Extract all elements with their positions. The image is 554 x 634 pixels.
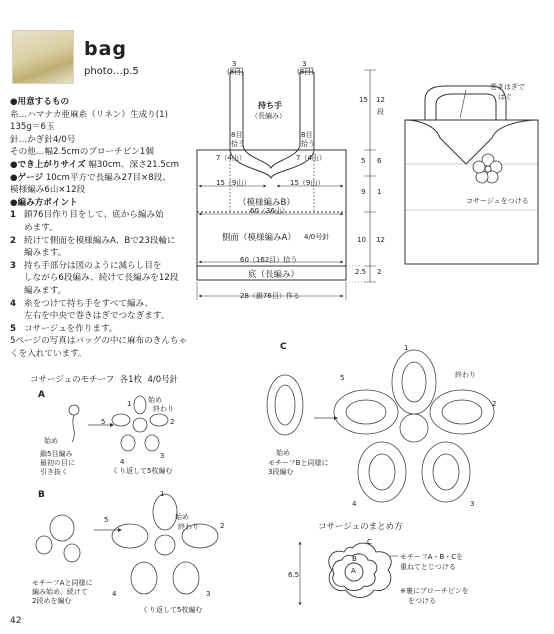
dim-15: 15 — [359, 96, 368, 104]
width-15-left: 15（9山） — [216, 179, 251, 187]
assembly-text-1: モチーフA・B・Cを — [400, 553, 464, 561]
handle-top-right-2: (8目) — [297, 68, 314, 76]
maki-label: 巻きはぎで — [490, 83, 525, 91]
dim-2: 2 — [377, 268, 382, 276]
pick-left-2: 拾う — [231, 140, 245, 148]
step-1: 1 鎖76目作り目をして、底から編み始 めます。 — [10, 210, 164, 233]
corsage-on-bag — [473, 154, 502, 183]
step-3: 3 持ち手部分は図のように減らし目を しながら6段編み、続けて長編みを12段 編みます。 — [10, 260, 179, 296]
handle-top-left-2: (8目) — [227, 68, 244, 76]
motif-b-n5: 5 — [104, 516, 109, 524]
dim-2-5: 2.5 — [355, 268, 367, 276]
assembly-drawing — [300, 543, 398, 604]
materials-line: 135g＝6玉 — [10, 122, 55, 133]
assembly-text-4: をつける — [408, 597, 436, 605]
motif-b-text-3: 2段めを編む — [32, 597, 72, 605]
assembly-text-2: 重ねてとじつける — [400, 563, 456, 571]
motif-b-n4: 4 — [112, 590, 117, 598]
motif-c-n3: 3 — [470, 500, 475, 508]
step-5: 5 コサージュを作ります。 — [10, 323, 118, 334]
dim-12b: 12 — [376, 236, 385, 244]
motif-a-n1: 1 — [127, 400, 132, 408]
motif-c-text-2: モチーフBと同様に — [268, 459, 329, 467]
materials-line: 糸…ハマナカ亜麻糸（リネン）生成り(1) — [10, 109, 168, 120]
points-heading: ●編み方ポイント — [10, 197, 78, 208]
gauge-heading: ●ゲージ — [10, 172, 44, 183]
motif-c-n4: 4 — [352, 500, 357, 508]
dim-5: 5 — [361, 157, 366, 165]
dim-9: 9 — [361, 188, 366, 196]
motif-b-n1: 1 — [160, 490, 165, 498]
materials-heading: ●用意するもの — [10, 97, 70, 107]
pattern-b-label: （模様編みB） — [238, 198, 295, 208]
handle-label: 持ち手 — [258, 101, 282, 110]
motif-a-start: 始め — [44, 437, 58, 445]
motif-b-text-2: 編み始め、続けて — [32, 588, 88, 596]
dim-1: 1 — [377, 188, 382, 196]
handle-top-right: 3 — [302, 60, 307, 68]
motif-a-start-2: 始め — [148, 396, 162, 404]
motif-b-start: 始め — [175, 513, 189, 521]
bag-illustration — [405, 86, 538, 264]
photo-reference: photo…p.5 — [84, 66, 139, 77]
motif-c-letter: C — [280, 342, 287, 352]
motif-c-end: 終わり — [455, 371, 476, 379]
motif-b-letter: B — [38, 490, 45, 500]
materials-line: 針…かぎ針4/0号 — [10, 134, 76, 145]
handle-label-2: （長編み） — [251, 112, 286, 120]
motif-a-chain-3: 引き抜く — [40, 468, 68, 476]
note-line: くを入れています。 — [10, 348, 87, 359]
hagu-label: はぐ — [498, 93, 512, 101]
size-value: 幅30cm、深さ21.5cm — [88, 159, 179, 170]
side-label: 側面（模様編みA） — [222, 233, 296, 243]
materials-line: その他…幅2.5cmのブローチピン1個 — [10, 147, 154, 158]
assembly-height: 6.5 — [288, 571, 300, 579]
assembly-c: C — [367, 538, 372, 546]
motif-a-n4: 4 — [120, 458, 125, 466]
width-15-right: 15（9山） — [290, 179, 325, 187]
motif-a-repeat: くり返して5枚編む — [112, 467, 173, 475]
motif-b-text-1: モチーフAと同様に — [32, 579, 93, 587]
motif-a-chain-1: 鎖5目編み — [40, 450, 73, 458]
step-2: 2 続けて側面を模様編みA、Bで23段輪に 編みます。 — [10, 235, 176, 259]
motif-title: コサージュのモチーフ 各1枚 4/0号針 — [30, 375, 179, 385]
assembly-title: コサージュのまとめ方 — [318, 522, 403, 532]
motif-a-chain-2: 最初の目に — [40, 459, 75, 467]
dim-10: 10 — [357, 236, 366, 244]
gauge-value-2: 模様編み6山×12段 — [10, 185, 86, 196]
width-60-a: 60（36山） — [250, 207, 289, 215]
motif-b-n2: 2 — [220, 522, 225, 530]
dim-12: 12 — [376, 96, 385, 104]
decrease-right: 7（4山） — [296, 154, 326, 162]
corsage-note: コサージュをつける — [466, 197, 529, 205]
motif-b-end: 終わり — [178, 523, 199, 531]
width-28: 28（鎖76目）作る — [240, 292, 300, 300]
motif-a-n2: 2 — [170, 418, 175, 426]
motif-b-repeat: くり返して5枚編む — [142, 606, 203, 614]
motif-a-letter: A — [38, 390, 45, 400]
handle-top-left: 3 — [232, 60, 237, 68]
dim-6: 6 — [377, 157, 382, 165]
pick-left: 8目 — [231, 131, 243, 139]
motif-a-end: 終わり — [153, 405, 174, 413]
motif-b-n3: 3 — [206, 590, 211, 598]
motif-a-n3: 3 — [160, 452, 165, 460]
width-60-b: 60（162目）拾う — [240, 256, 298, 264]
gauge-value: 10cm平方で長編み27目×8段、 — [45, 172, 171, 183]
page-number: 42 — [10, 616, 22, 626]
hook-label: 4/0号針 — [304, 233, 330, 241]
motif-c-text-1: 始め — [276, 449, 290, 457]
pick-right-2: 拾う — [301, 140, 315, 148]
step-4: 4 糸をつけて持ち手をすべて編み、 左右を中央で巻きはぎでつなぎます。 — [10, 298, 170, 322]
size-heading: ●でき上がりサイズ — [10, 159, 86, 170]
note-line: 5ページの写真はバッグの中に麻布のきんちゃ — [10, 336, 188, 347]
motif-c-n1: 1 — [404, 344, 409, 352]
motif-a-n5: 5 — [101, 418, 106, 426]
motif-c-n5: 5 — [340, 374, 345, 382]
decrease-left: 7（4山） — [216, 154, 246, 162]
motif-c-text-3: 3段編む — [268, 468, 294, 476]
assembly-b: B — [352, 555, 357, 563]
assembly-a: A — [351, 567, 356, 575]
pick-right: 8目 — [301, 131, 313, 139]
dim-dan: 段 — [377, 108, 384, 116]
motif-c-n2: 2 — [492, 400, 497, 408]
page-title: bag — [84, 38, 128, 60]
bottom-label: 底（長編み） — [248, 270, 300, 280]
assembly-text-3: ※裏にブローチピンを — [400, 587, 469, 595]
